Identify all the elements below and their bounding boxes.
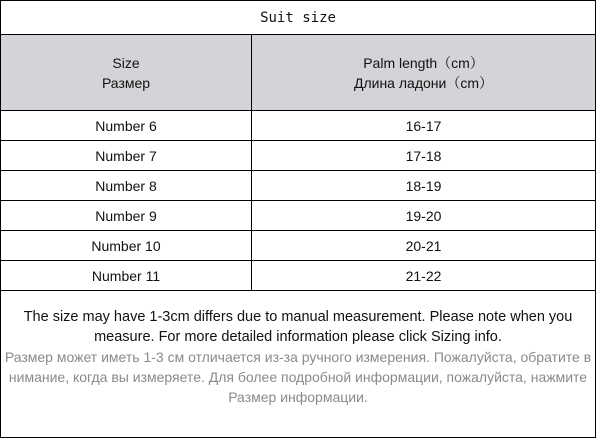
- palm-cell: 16-17: [405, 117, 442, 134]
- table-row: [1, 201, 595, 231]
- note-russian: Размер может иметь 1-3 см отличается из-за ручного измерения. Пожалуйста, обратите внимание, когда вы измеряете. Для более подробной информации, пожалуйста, нажмите Размер информации.: [4, 349, 592, 405]
- header-palm-en: Palm length（cm）: [363, 54, 484, 71]
- note-english: The size may have 1-3cm differs due to manual measurement. Please note when you measure. For more detailed information please click Sizing info.: [23, 309, 573, 345]
- size-cell: Number 8: [1, 171, 252, 200]
- size-cell: Number 11: [1, 261, 252, 290]
- header-palm-length: [252, 35, 595, 110]
- measurement-note: [1, 307, 595, 407]
- header-palm-ru: Длина ладони（cm）: [353, 74, 493, 91]
- table-row: [1, 141, 595, 171]
- size-cell: Number 10: [1, 231, 252, 260]
- table-body: [1, 111, 595, 291]
- palm-cell: 21-22: [405, 267, 442, 284]
- size-cell: Number 6: [1, 111, 252, 140]
- table-header-row: [1, 35, 595, 111]
- header-size: [1, 35, 252, 110]
- table-row: [1, 261, 595, 291]
- palm-cell: 17-18: [405, 147, 442, 164]
- size-cell: Number 9: [1, 201, 252, 230]
- header-size-ru: Размер: [101, 74, 151, 91]
- table-row: [1, 171, 595, 201]
- table-title: Suit size: [1, 1, 595, 35]
- palm-cell: 19-20: [405, 207, 442, 224]
- table-row: [1, 111, 595, 141]
- size-cell: Number 7: [1, 141, 252, 170]
- header-size-en: Size: [112, 54, 140, 71]
- table-row: [1, 231, 595, 261]
- palm-cell: 20-21: [405, 237, 442, 254]
- palm-cell: 18-19: [405, 177, 442, 194]
